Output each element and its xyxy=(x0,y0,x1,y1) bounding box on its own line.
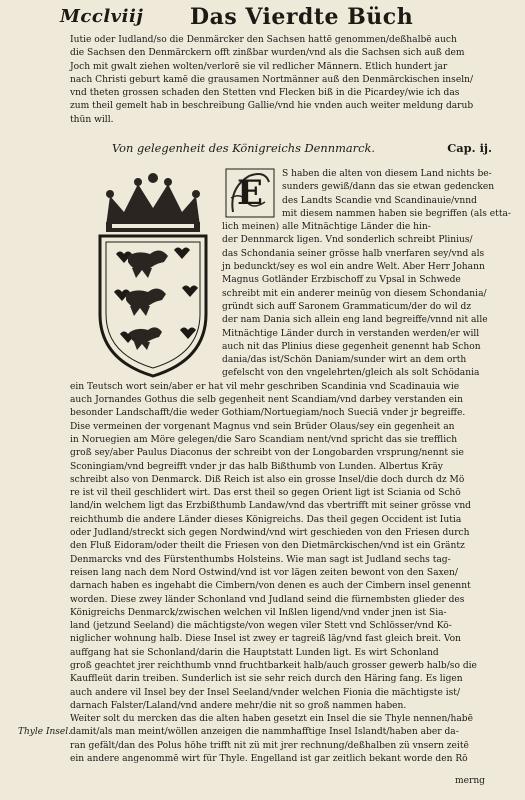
text-line: Joch mit gwalt ziehen wolten/verlorē sie vil redlicher Männern. Etlich hundert jar xyxy=(70,61,448,72)
text-line: Iutie oder Iudland/so die Denmärcker den Sachsen hattē genommen/deßhalbē auch xyxy=(70,35,457,45)
text-line: auffgang hat sie Schonland/darin die Hauptstatt Lunden ligt. Es wirt Schonland xyxy=(70,647,439,658)
svg-text:E: E xyxy=(237,173,263,213)
text-line: die Sachsen den Denmärckern offt zinßbar wurden/vnd als die Sachsen sich auß dem xyxy=(70,48,465,59)
text-line: den Fluß Eidoram/oder theilt die Friesen von den Dietmärckischen/vnd ist ein Gräntz xyxy=(70,541,465,552)
page-header xyxy=(50,6,490,32)
text-line: des Landts Scandie vnd Scandinauie/vnnd xyxy=(282,195,477,206)
text-line: oder Judland/streckt sich gegen Nordwind/vnd wirt geschieden von den Friesen durch xyxy=(70,528,470,539)
text-line: der nam Dania sich allein eng land begreiffe/vnnd nit alle xyxy=(222,315,488,326)
text-line: ein andere angenommē wirt für Thyle. Engelland ist gar zeitlich bekant worde den Rō xyxy=(70,754,468,765)
text-line: das Schondania seiner grösse halb vnerfaren sey/vnd als xyxy=(222,248,485,259)
text-line: ein Teutsch wort sein/aber er hat vil mehr geschriben Scandinia vnd Scadinauia wie xyxy=(70,381,460,392)
text-line: auch Jornandes Gothus die selb gegenheit nent Scandiam/vnd darbey verstanden ein xyxy=(70,395,463,406)
text-line: Kauffleüt darin treiben. Sunderlich ist sie sehr reich durch den Häring fang. Es ligen xyxy=(70,674,463,685)
text-line: auch nit das Plinius diese gegenheit genennt hab Schon xyxy=(222,341,481,352)
text-line: Dise vermeinen der vorgenant Magnus vnd sein Brüder Olaus/sey ein gegenheit an xyxy=(70,421,455,432)
text-line: schreibt also von Denmarck. Diß Reich ist also ein grosse Insel/die doch durch dz Mö xyxy=(70,474,465,485)
text-line: reisen lang nach dem Nord Ostwind/vnd ist vor lägen zeiten bewont von den Saxen/ xyxy=(70,567,458,578)
text-line: gründt sich auff Saronem Grammaticum/der do wil dz xyxy=(222,301,472,312)
chapter-number: Cap. ij. xyxy=(447,141,492,155)
text-line: Mitnächtige Länder durch in verstanden werden/er will xyxy=(222,328,480,339)
text-line: damit/als man meint/wöllen anzeigen die nammhafftige Insel Islandt/haben aber da- xyxy=(70,727,459,738)
text-line: Weiter solt du mercken das die alten haben gesetzt ein Insel die sie Thyle nennen/habē xyxy=(70,714,473,725)
text-line: besonder Landschafft/die weder Gothiam/Nortuegiam/noch Sueciā vnder jr begreiffe. xyxy=(70,408,466,419)
text-line: gefelscht von den vngelehrten/gleich als solt Schödania xyxy=(222,368,480,379)
text-line: vnd theten grossen schaden den Stetten vnd Flecken biß in die Picardey/wie ich das xyxy=(70,88,460,99)
text-line: ran gefält/dan des Polus höhe trifft nit zü mit jrer rechnung/deßhalben zü vnsern zeitē xyxy=(70,740,469,751)
text-line: darnach haben es ingehabt die Cimbern/von denen es auch der Cimbern insel genennt xyxy=(70,581,471,592)
intro-paragraph xyxy=(70,34,488,127)
text-line: lich meinen) alle Mitnächtige Länder die hin- xyxy=(222,222,431,233)
text-line: niglicher wohnung halb. Diese Insel ist zwey er tagreiß lāg/vnd fast gleich breit. Von xyxy=(70,634,461,645)
text-line: dania/das ist/Schön Daniam/sunder wirt an dem orth xyxy=(222,355,467,366)
chapter-body xyxy=(70,168,511,766)
text-line: zum theil gemelt hab in beschreibung Gallie/vnd hie vnden auch weiter meldung darub xyxy=(70,101,474,112)
catchword: merng xyxy=(454,776,485,786)
running-head: Das Vierdte Büch xyxy=(190,4,414,30)
text-line: land (jetzund Seeland) die mächtigste/von wegen viler Stett vnd Schlösser/vnd Kö- xyxy=(70,621,452,632)
text-line: worden. Diese zwey länder Schonland vnd Judland seind die fürnembsten glieder des xyxy=(70,594,465,605)
margin-note: Thyle Insel. xyxy=(18,727,71,737)
text-line: thün will. xyxy=(70,114,114,125)
text-line: re ist vil theil geschlidert wirt. Das erst theil so gegen Orient ligt ist Sciania od Schö xyxy=(70,488,461,499)
text-line: Magnus Gotländer Erzbischoff zu Vpsal in Schwede xyxy=(222,275,461,286)
text-line: Denmarcks vnd des Fürstenthumbs Holsteins. Wie man sagt ist Judland sechs tag- xyxy=(70,554,451,565)
text-line: auch andere vil Insel bey der Insel Seeland/vnder welchen Fionia die mächtigste ist/ xyxy=(70,687,461,698)
text-line: nach Christi geburt kamē die grausamen Nortmänner auß den Denmärckischen inseln/ xyxy=(70,74,474,85)
text-line: Sconingiam/vnd begreifft vnder jr das halb Bißthumb von Lunden. Albertus Kräy xyxy=(70,461,443,472)
text-line: Königreichs Denmarck/zwischen welchen vil Inßlen ligend/vnd vnder jnen ist Sia- xyxy=(70,607,447,618)
chapter-heading xyxy=(112,141,492,155)
text-line: land/in welchem ligt das Erzbißthumb Landaw/vnd das vbertrifft mit seiner grösse vnd xyxy=(70,501,472,512)
chapter-title: Von gelegenheit des Königreichs Dennmarck. xyxy=(112,141,376,155)
text-line: groß geachtet jrer reichthumb vnnd fruchtbarkeit halb/auch grosser gewerb halb/so die xyxy=(70,660,477,671)
text-line: groß sey/aber Paulus Diaconus der schreibt von der Longobarden vrsprung/nennt sie xyxy=(70,448,464,459)
text-line: darnach Falster/Laland/vnd andere mehr/die nit so groß nammen haben. xyxy=(70,700,407,711)
text-line: mit diesem nammen haben sie begriffen (als etta- xyxy=(282,208,511,219)
text-line: der Dennmarck ligen. Vnd sonderlich schreibt Plinius/ xyxy=(222,235,473,246)
text-line: jn bedunckt/sey es wol ein andre Welt. Aber Herr Johann xyxy=(222,262,485,273)
text-line: reichthumb die andere Länder dieses Königreichs. Das theil gegen Occident ist Iutia xyxy=(70,514,462,525)
text-line: schreibt mit ein anderer meinūg von diesem Schondania/ xyxy=(222,288,487,299)
text-line: in Noruegien am Möre gelegen/die Saro Scandiam nent/vnd spricht das sie trefflich xyxy=(70,434,458,445)
text-line: sunders gewiß/dann das sie etwan gedencken xyxy=(282,182,495,193)
folio-number: Mcclviij xyxy=(60,6,144,27)
text-line: S haben die alten von diesem Land nichts be- xyxy=(282,169,492,179)
